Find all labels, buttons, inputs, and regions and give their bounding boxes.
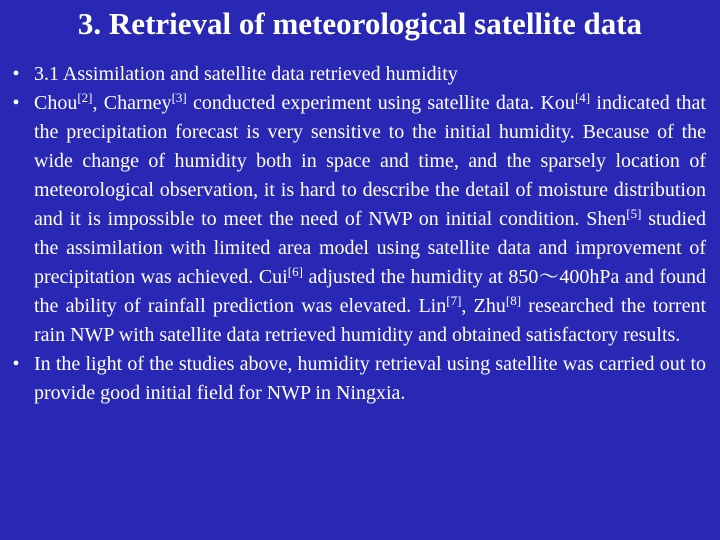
bullet-dot-icon: • <box>12 63 20 85</box>
bullet-item-3 <box>0 350 720 408</box>
citation-ref: [8] <box>505 293 522 308</box>
citation-ref: [6] <box>287 264 303 279</box>
bullet-dot-icon: • <box>12 92 20 114</box>
bullet-item-2 <box>0 89 720 350</box>
text-segment: adjusted the humidity at 850～400hPa and found the ability of rainfall prediction was elevated. Lin <box>34 266 707 317</box>
bullet-text-1: 3.1 Assimilation and satellite data retrieved humidity <box>34 63 458 85</box>
bullet-text-2 <box>34 92 706 346</box>
citation-ref: [3] <box>171 90 187 105</box>
citation-ref: [7] <box>446 293 462 308</box>
bullet-list <box>0 60 720 408</box>
citation-ref: [2] <box>77 90 93 105</box>
text-segment: researched the torrent rain NWP with satellite data retrieved humidity and obtained satisfactory results. <box>34 295 707 346</box>
slide-title: 3. Retrieval of meteorological satellite data <box>77 6 643 41</box>
text-segment: , Zhu <box>461 295 506 317</box>
text-segment: indicated that the precipitation forecast is very sensitive to the initial humidity. Because of the wide change of humidity both in space and time, and the sparsely location of meteorological observation, it is hard to describe the detail of moisture distribution and it is impossible to meet the need of NWP on initial condition. Shen <box>34 92 706 230</box>
bullet-text-3: In the light of the studies above, humidity retrieval using satellite was carried out to provide good initial field for NWP in Ningxia. <box>34 353 706 404</box>
text-segment: studied the assimilation with limited area model using satellite data and improvement of precipitation was achieved. Cui <box>34 208 706 288</box>
bullet-item-1 <box>0 60 720 89</box>
text-segment: , Charney <box>92 92 172 114</box>
citation-ref: [5] <box>626 206 642 221</box>
bullet-dot-icon: • <box>12 353 20 375</box>
text-segment: Chou <box>34 92 78 114</box>
citation-ref: [4] <box>574 90 591 105</box>
text-segment: conducted experiment using satellite data. Kou <box>186 92 575 114</box>
